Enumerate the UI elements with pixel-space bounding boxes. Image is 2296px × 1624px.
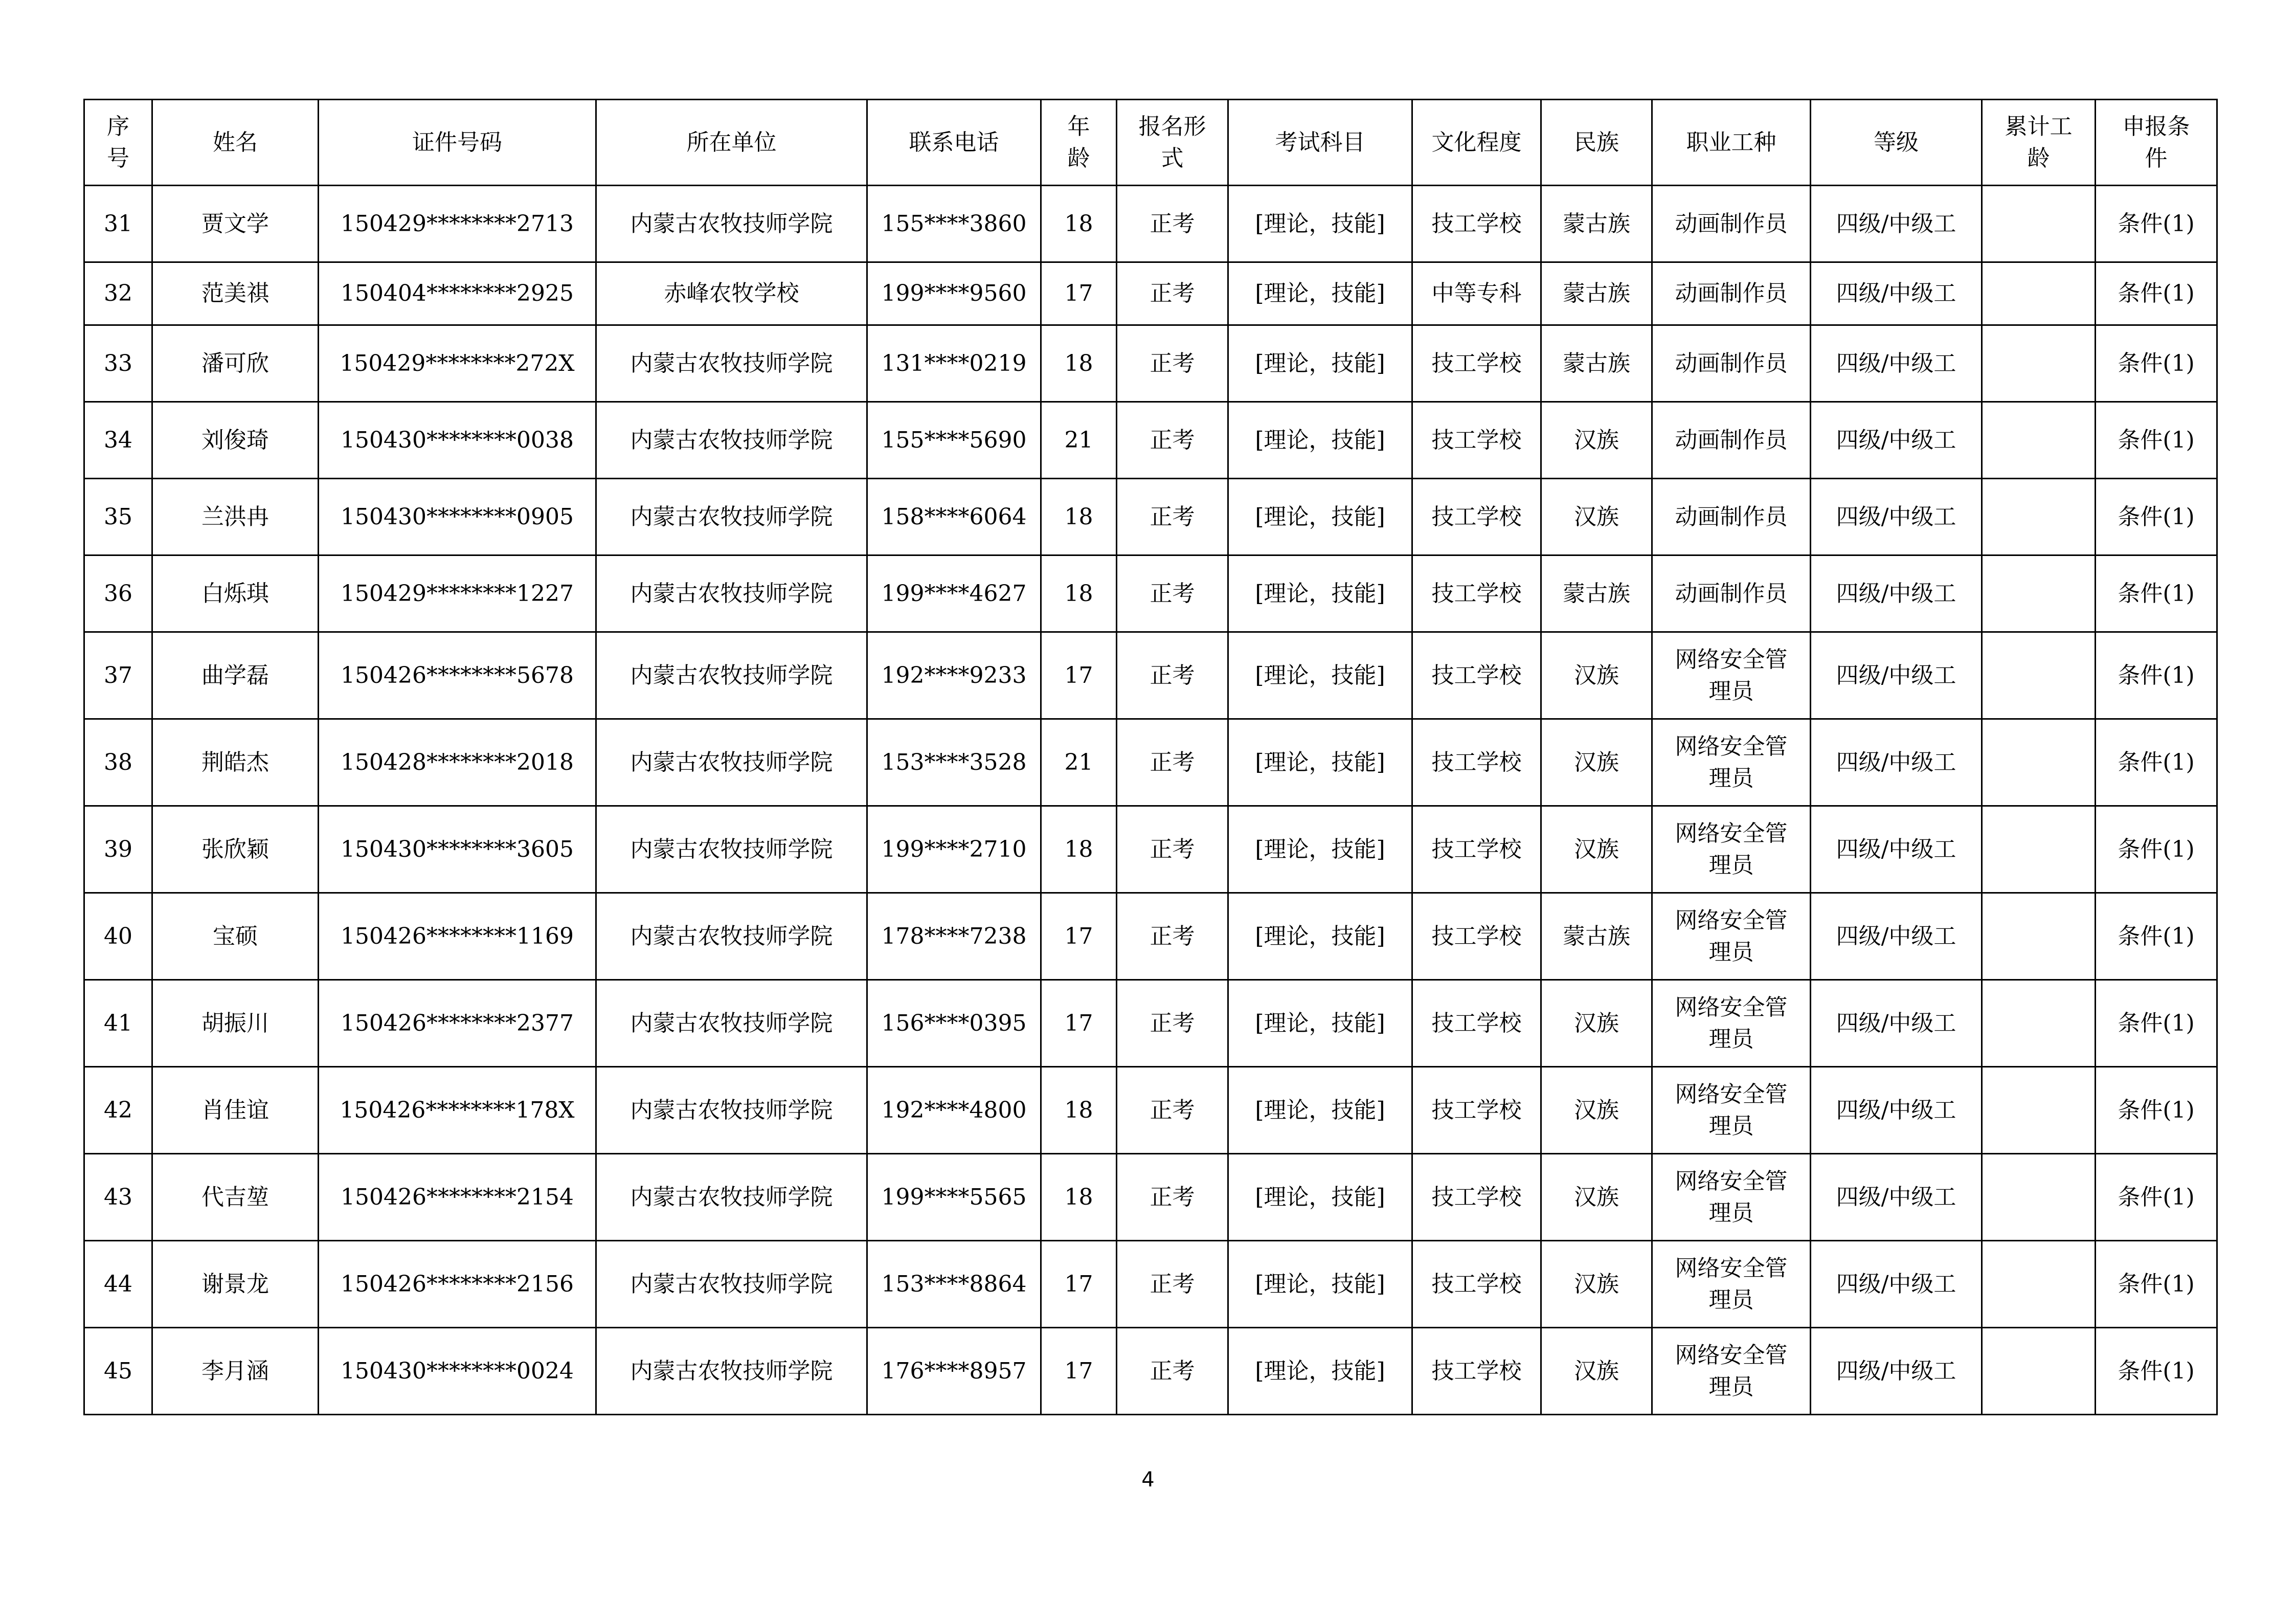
row-id-number: 150428********2018 — [319, 719, 596, 806]
row-level: 四级/中级工 — [1811, 893, 1982, 980]
row-serial-number: 41 — [84, 980, 152, 1067]
row-level: 四级/中级工 — [1811, 806, 1982, 893]
row-phone: 153****3528 — [867, 719, 1041, 806]
row-name: 刘俊琦 — [152, 402, 319, 479]
row-id-number: 150426********5678 — [319, 632, 596, 719]
header-work-years: 累计工 龄 — [1982, 100, 2096, 186]
row-age: 18 — [1041, 806, 1117, 893]
row-exam-subjects: [理论，技能] — [1228, 980, 1412, 1067]
row-occupation: 网络安全管 理员 — [1652, 806, 1811, 893]
row-education: 技工学校 — [1412, 186, 1541, 262]
row-occupation: 动画制作员 — [1652, 402, 1811, 479]
row-unit: 内蒙古农牧技师学院 — [596, 186, 867, 262]
row-exam-subjects: [理论，技能] — [1228, 1328, 1412, 1415]
row-exam-subjects: [理论，技能] — [1228, 555, 1412, 632]
row-serial-number: 33 — [84, 325, 152, 402]
row-education: 技工学校 — [1412, 719, 1541, 806]
row-unit: 内蒙古农牧技师学院 — [596, 1328, 867, 1415]
table-row — [84, 980, 2217, 1067]
row-condition: 条件(1) — [2096, 402, 2217, 479]
header-name: 姓名 — [152, 100, 319, 186]
row-registration-form: 正考 — [1117, 402, 1228, 479]
table-row — [84, 1067, 2217, 1154]
row-work-years — [1982, 1067, 2096, 1154]
row-occupation: 网络安全管 理员 — [1652, 719, 1811, 806]
row-ethnicity: 蒙古族 — [1541, 555, 1652, 632]
row-name: 曲学磊 — [152, 632, 319, 719]
row-serial-number: 32 — [84, 262, 152, 325]
row-unit: 内蒙古农牧技师学院 — [596, 555, 867, 632]
row-unit: 内蒙古农牧技师学院 — [596, 1241, 867, 1328]
row-name: 谢景龙 — [152, 1241, 319, 1328]
row-education: 技工学校 — [1412, 402, 1541, 479]
row-registration-form: 正考 — [1117, 555, 1228, 632]
header-id-number: 证件号码 — [319, 100, 596, 186]
row-name: 张欣颖 — [152, 806, 319, 893]
row-age: 18 — [1041, 325, 1117, 402]
row-exam-subjects: [理论，技能] — [1228, 719, 1412, 806]
row-level: 四级/中级工 — [1811, 1154, 1982, 1241]
table-row — [84, 806, 2217, 893]
row-unit: 内蒙古农牧技师学院 — [596, 632, 867, 719]
row-age: 18 — [1041, 1067, 1117, 1154]
row-id-number: 150404********2925 — [319, 262, 596, 325]
row-age: 18 — [1041, 1154, 1117, 1241]
row-name: 荆皓杰 — [152, 719, 319, 806]
row-exam-subjects: [理论，技能] — [1228, 262, 1412, 325]
table-row — [84, 719, 2217, 806]
row-serial-number: 45 — [84, 1328, 152, 1415]
row-condition: 条件(1) — [2096, 632, 2217, 719]
row-occupation: 网络安全管 理员 — [1652, 1154, 1811, 1241]
row-education: 技工学校 — [1412, 806, 1541, 893]
row-exam-subjects: [理论，技能] — [1228, 632, 1412, 719]
page-number: 4 — [1141, 1468, 1155, 1492]
row-serial-number: 43 — [84, 1154, 152, 1241]
row-serial-number: 35 — [84, 479, 152, 555]
row-occupation: 网络安全管 理员 — [1652, 893, 1811, 980]
row-work-years — [1982, 719, 2096, 806]
row-condition: 条件(1) — [2096, 806, 2217, 893]
row-ethnicity: 汉族 — [1541, 632, 1652, 719]
row-occupation: 动画制作员 — [1652, 186, 1811, 262]
row-unit: 内蒙古农牧技师学院 — [596, 402, 867, 479]
row-registration-form: 正考 — [1117, 719, 1228, 806]
header-row — [84, 100, 2217, 186]
row-ethnicity: 汉族 — [1541, 1067, 1652, 1154]
row-ethnicity: 蒙古族 — [1541, 325, 1652, 402]
table-row — [84, 479, 2217, 555]
row-id-number: 150430********3605 — [319, 806, 596, 893]
row-serial-number: 31 — [84, 186, 152, 262]
header-ethnicity: 民族 — [1541, 100, 1652, 186]
header-age: 年 龄 — [1041, 100, 1117, 186]
row-exam-subjects: [理论，技能] — [1228, 806, 1412, 893]
row-level: 四级/中级工 — [1811, 479, 1982, 555]
row-id-number: 150426********2377 — [319, 980, 596, 1067]
row-age: 18 — [1041, 186, 1117, 262]
row-work-years — [1982, 325, 2096, 402]
row-work-years — [1982, 1154, 2096, 1241]
row-registration-form: 正考 — [1117, 1067, 1228, 1154]
row-id-number: 150426********2156 — [319, 1241, 596, 1328]
row-exam-subjects: [理论，技能] — [1228, 1067, 1412, 1154]
table-row — [84, 1154, 2217, 1241]
row-age: 21 — [1041, 719, 1117, 806]
row-unit: 内蒙古农牧技师学院 — [596, 325, 867, 402]
row-name: 范美祺 — [152, 262, 319, 325]
table-row — [84, 1328, 2217, 1415]
row-registration-form: 正考 — [1117, 325, 1228, 402]
row-serial-number: 34 — [84, 402, 152, 479]
row-occupation: 动画制作员 — [1652, 555, 1811, 632]
table-row — [84, 186, 2217, 262]
row-age: 17 — [1041, 893, 1117, 980]
row-age: 21 — [1041, 402, 1117, 479]
row-phone: 156****0395 — [867, 980, 1041, 1067]
row-serial-number: 40 — [84, 893, 152, 980]
row-level: 四级/中级工 — [1811, 555, 1982, 632]
row-occupation: 网络安全管 理员 — [1652, 632, 1811, 719]
row-phone: 199****4627 — [867, 555, 1041, 632]
table-row — [84, 1241, 2217, 1328]
header-registration-form: 报名形 式 — [1117, 100, 1228, 186]
row-age: 17 — [1041, 1328, 1117, 1415]
row-condition: 条件(1) — [2096, 1241, 2217, 1328]
row-occupation: 动画制作员 — [1652, 325, 1811, 402]
row-ethnicity: 汉族 — [1541, 1241, 1652, 1328]
row-phone: 178****7238 — [867, 893, 1041, 980]
row-ethnicity: 汉族 — [1541, 980, 1652, 1067]
row-education: 技工学校 — [1412, 479, 1541, 555]
table-row — [84, 632, 2217, 719]
row-ethnicity: 蒙古族 — [1541, 893, 1652, 980]
row-unit: 内蒙古农牧技师学院 — [596, 1154, 867, 1241]
row-work-years — [1982, 1328, 2096, 1415]
row-phone: 158****6064 — [867, 479, 1041, 555]
row-education: 技工学校 — [1412, 555, 1541, 632]
row-registration-form: 正考 — [1117, 186, 1228, 262]
row-exam-subjects: [理论，技能] — [1228, 1241, 1412, 1328]
row-id-number: 150430********0024 — [319, 1328, 596, 1415]
row-work-years — [1982, 262, 2096, 325]
row-phone: 199****2710 — [867, 806, 1041, 893]
roster-table — [83, 99, 2218, 1415]
row-condition: 条件(1) — [2096, 893, 2217, 980]
row-condition: 条件(1) — [2096, 980, 2217, 1067]
row-unit: 内蒙古农牧技师学院 — [596, 980, 867, 1067]
row-ethnicity: 汉族 — [1541, 1154, 1652, 1241]
row-serial-number: 37 — [84, 632, 152, 719]
row-education: 技工学校 — [1412, 1067, 1541, 1154]
row-occupation: 网络安全管 理员 — [1652, 1241, 1811, 1328]
row-unit: 内蒙古农牧技师学院 — [596, 806, 867, 893]
row-name: 李月涵 — [152, 1328, 319, 1415]
row-phone: 155****3860 — [867, 186, 1041, 262]
row-condition: 条件(1) — [2096, 186, 2217, 262]
row-phone: 131****0219 — [867, 325, 1041, 402]
row-serial-number: 42 — [84, 1067, 152, 1154]
row-education: 技工学校 — [1412, 893, 1541, 980]
header-serial-number: 序 号 — [84, 100, 152, 186]
table-row — [84, 262, 2217, 325]
row-education: 技工学校 — [1412, 1241, 1541, 1328]
row-id-number: 150430********0905 — [319, 479, 596, 555]
row-level: 四级/中级工 — [1811, 1067, 1982, 1154]
row-occupation: 网络安全管 理员 — [1652, 1328, 1811, 1415]
row-work-years — [1982, 893, 2096, 980]
row-phone: 199****5565 — [867, 1154, 1041, 1241]
row-work-years — [1982, 1241, 2096, 1328]
row-work-years — [1982, 632, 2096, 719]
row-exam-subjects: [理论，技能] — [1228, 325, 1412, 402]
row-age: 17 — [1041, 262, 1117, 325]
table-header — [84, 100, 2217, 186]
row-condition: 条件(1) — [2096, 1067, 2217, 1154]
row-work-years — [1982, 806, 2096, 893]
row-occupation: 网络安全管 理员 — [1652, 1067, 1811, 1154]
row-occupation: 网络安全管 理员 — [1652, 980, 1811, 1067]
row-ethnicity: 汉族 — [1541, 479, 1652, 555]
row-level: 四级/中级工 — [1811, 186, 1982, 262]
row-occupation: 动画制作员 — [1652, 262, 1811, 325]
row-level: 四级/中级工 — [1811, 262, 1982, 325]
row-phone: 153****8864 — [867, 1241, 1041, 1328]
row-education: 技工学校 — [1412, 1328, 1541, 1415]
row-registration-form: 正考 — [1117, 262, 1228, 325]
row-ethnicity: 蒙古族 — [1541, 186, 1652, 262]
row-work-years — [1982, 402, 2096, 479]
row-phone: 199****9560 — [867, 262, 1041, 325]
row-exam-subjects: [理论，技能] — [1228, 1154, 1412, 1241]
row-phone: 155****5690 — [867, 402, 1041, 479]
row-unit: 内蒙古农牧技师学院 — [596, 479, 867, 555]
row-serial-number: 36 — [84, 555, 152, 632]
row-id-number: 150426********2154 — [319, 1154, 596, 1241]
row-id-number: 150429********2713 — [319, 186, 596, 262]
row-ethnicity: 汉族 — [1541, 719, 1652, 806]
row-condition: 条件(1) — [2096, 325, 2217, 402]
row-serial-number: 44 — [84, 1241, 152, 1328]
row-level: 四级/中级工 — [1811, 1328, 1982, 1415]
row-registration-form: 正考 — [1117, 893, 1228, 980]
row-id-number: 150429********1227 — [319, 555, 596, 632]
row-age: 17 — [1041, 980, 1117, 1067]
row-occupation: 动画制作员 — [1652, 479, 1811, 555]
header-unit: 所在单位 — [596, 100, 867, 186]
row-id-number: 150426********1169 — [319, 893, 596, 980]
row-id-number: 150426********178X — [319, 1067, 596, 1154]
row-registration-form: 正考 — [1117, 479, 1228, 555]
row-registration-form: 正考 — [1117, 1328, 1228, 1415]
row-unit: 内蒙古农牧技师学院 — [596, 893, 867, 980]
row-age: 18 — [1041, 479, 1117, 555]
row-exam-subjects: [理论，技能] — [1228, 402, 1412, 479]
row-name: 白烁琪 — [152, 555, 319, 632]
row-registration-form: 正考 — [1117, 806, 1228, 893]
header-occupation: 职业工种 — [1652, 100, 1811, 186]
table-row — [84, 402, 2217, 479]
row-condition: 条件(1) — [2096, 479, 2217, 555]
row-level: 四级/中级工 — [1811, 402, 1982, 479]
row-level: 四级/中级工 — [1811, 719, 1982, 806]
header-condition: 申报条 件 — [2096, 100, 2217, 186]
row-condition: 条件(1) — [2096, 719, 2217, 806]
table-row — [84, 893, 2217, 980]
row-registration-form: 正考 — [1117, 1154, 1228, 1241]
row-name: 胡振川 — [152, 980, 319, 1067]
row-unit: 赤峰农牧学校 — [596, 262, 867, 325]
row-phone: 176****8957 — [867, 1328, 1041, 1415]
row-unit: 内蒙古农牧技师学院 — [596, 1067, 867, 1154]
row-age: 17 — [1041, 632, 1117, 719]
row-work-years — [1982, 479, 2096, 555]
row-id-number: 150429********272X — [319, 325, 596, 402]
row-education: 技工学校 — [1412, 325, 1541, 402]
row-phone: 192****9233 — [867, 632, 1041, 719]
row-condition: 条件(1) — [2096, 555, 2217, 632]
row-work-years — [1982, 980, 2096, 1067]
row-phone: 192****4800 — [867, 1067, 1041, 1154]
row-level: 四级/中级工 — [1811, 632, 1982, 719]
row-name: 代吉堃 — [152, 1154, 319, 1241]
row-condition: 条件(1) — [2096, 1154, 2217, 1241]
table-row — [84, 325, 2217, 402]
row-name: 兰洪冉 — [152, 479, 319, 555]
row-serial-number: 38 — [84, 719, 152, 806]
row-level: 四级/中级工 — [1811, 1241, 1982, 1328]
row-work-years — [1982, 186, 2096, 262]
header-exam-subjects: 考试科目 — [1228, 100, 1412, 186]
row-exam-subjects: [理论，技能] — [1228, 893, 1412, 980]
table-body — [84, 186, 2217, 1415]
row-unit: 内蒙古农牧技师学院 — [596, 719, 867, 806]
row-name: 宝硕 — [152, 893, 319, 980]
row-registration-form: 正考 — [1117, 980, 1228, 1067]
row-work-years — [1982, 555, 2096, 632]
row-id-number: 150430********0038 — [319, 402, 596, 479]
row-condition: 条件(1) — [2096, 1328, 2217, 1415]
row-exam-subjects: [理论，技能] — [1228, 186, 1412, 262]
row-education: 技工学校 — [1412, 980, 1541, 1067]
row-ethnicity: 汉族 — [1541, 402, 1652, 479]
row-condition: 条件(1) — [2096, 262, 2217, 325]
row-level: 四级/中级工 — [1811, 980, 1982, 1067]
row-education: 中等专科 — [1412, 262, 1541, 325]
row-exam-subjects: [理论，技能] — [1228, 479, 1412, 555]
row-age: 17 — [1041, 1241, 1117, 1328]
header-education: 文化程度 — [1412, 100, 1541, 186]
header-phone: 联系电话 — [867, 100, 1041, 186]
row-ethnicity: 蒙古族 — [1541, 262, 1652, 325]
row-age: 18 — [1041, 555, 1117, 632]
row-name: 肖佳谊 — [152, 1067, 319, 1154]
row-serial-number: 39 — [84, 806, 152, 893]
row-level: 四级/中级工 — [1811, 325, 1982, 402]
header-level: 等级 — [1811, 100, 1982, 186]
row-registration-form: 正考 — [1117, 632, 1228, 719]
row-registration-form: 正考 — [1117, 1241, 1228, 1328]
row-name: 贾文学 — [152, 186, 319, 262]
row-education: 技工学校 — [1412, 1154, 1541, 1241]
row-ethnicity: 汉族 — [1541, 1328, 1652, 1415]
row-education: 技工学校 — [1412, 632, 1541, 719]
row-name: 潘可欣 — [152, 325, 319, 402]
table-row — [84, 555, 2217, 632]
row-ethnicity: 汉族 — [1541, 806, 1652, 893]
